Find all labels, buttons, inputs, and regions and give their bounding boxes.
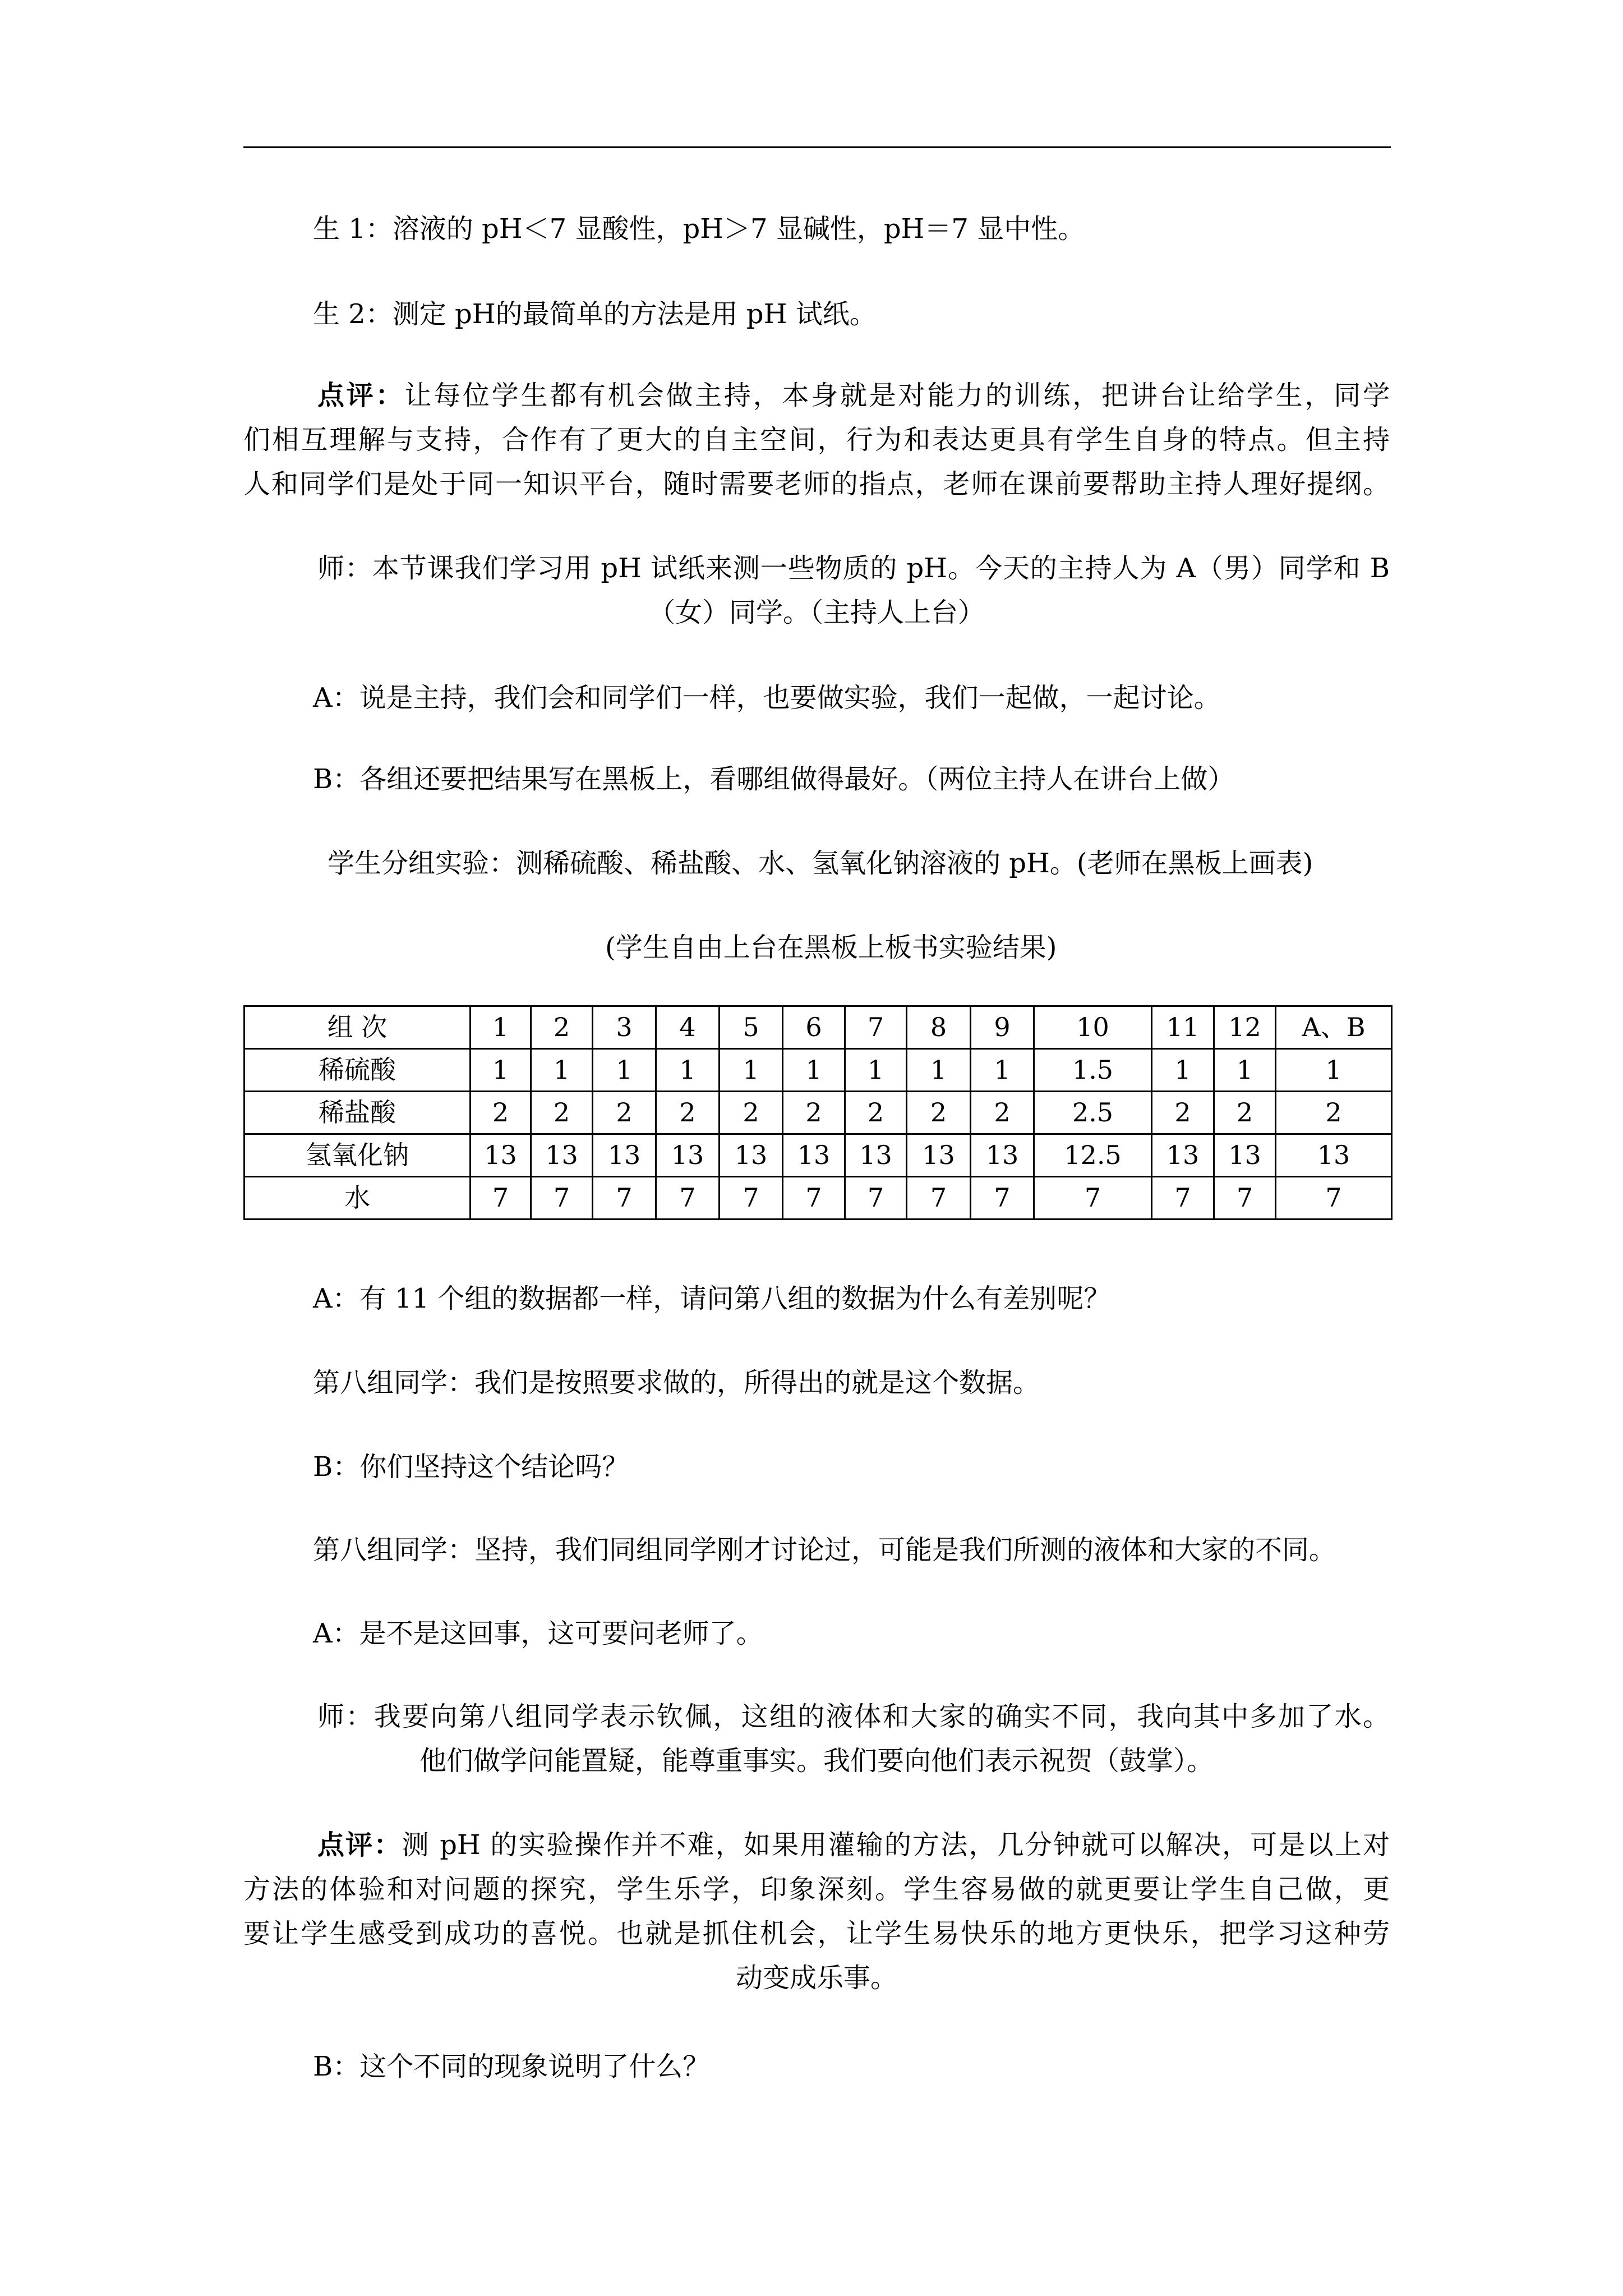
teacher-intro-line-2: （女）同学。（主持人上台） xyxy=(648,597,985,628)
comment-2-line-4: 动变成乐事。 xyxy=(735,1962,897,1994)
table-cell: 7 xyxy=(907,1177,971,1220)
table-cell: 13 xyxy=(1276,1134,1392,1177)
table-cell: 1.5 xyxy=(1034,1049,1152,1092)
column-header: 12 xyxy=(1214,1006,1276,1049)
table-cell: 1 xyxy=(531,1049,593,1092)
student-2-answer: 生 2：测定 pH的最简单的方法是用 pH 试纸。 xyxy=(313,298,877,330)
table-cell: 7 xyxy=(720,1177,783,1220)
table-header-row xyxy=(245,1006,1392,1049)
results-table-body xyxy=(245,1006,1392,1220)
table-cell: 13 xyxy=(656,1134,720,1177)
host-b-question: B：你们坚持这个结论吗？ xyxy=(313,1451,629,1483)
table-cell: 2 xyxy=(1152,1092,1214,1134)
column-header: 6 xyxy=(783,1006,845,1049)
table-cell: 13 xyxy=(531,1134,593,1177)
column-header: 1 xyxy=(471,1006,531,1049)
table-cell: 2 xyxy=(1276,1092,1392,1134)
row-label: 稀盐酸 xyxy=(245,1092,471,1134)
header-rule xyxy=(243,146,1391,148)
column-header-group: 组 次 xyxy=(245,1006,471,1049)
comment-2-line-2: 方法的体验和对问题的探究，学生乐学，印象深刻。学生容易做的就更要让学生自己做，更 xyxy=(243,1874,1390,1905)
table-cell: 2 xyxy=(531,1092,593,1134)
table-cell: 13 xyxy=(971,1134,1034,1177)
row-label: 氢氧化钠 xyxy=(245,1134,471,1177)
student-1-answer: 生 1：溶液的 pH＜7 显酸性，pH＞7 显碱性，pH＝7 显中性。 xyxy=(313,213,1085,245)
column-header: 4 xyxy=(656,1006,720,1049)
group-8-reply-2: 第八组同学：坚持，我们同组同学刚才讨论过，可能是我们所测的液体和大家的不同。 xyxy=(313,1534,1336,1566)
table-cell: 7 xyxy=(845,1177,907,1220)
column-header: 7 xyxy=(845,1006,907,1049)
host-a-remark-2: A：是不是这回事，这可要问老师了。 xyxy=(313,1618,763,1649)
table-cell: 2 xyxy=(907,1092,971,1134)
table-cell: 13 xyxy=(720,1134,783,1177)
comment-1-line-3: 人和同学们是处于同一知识平台，随时需要老师的指点，老师在课前要帮助主持人理好提纲。 xyxy=(243,468,1390,500)
table-cell: 13 xyxy=(1214,1134,1276,1177)
table-row xyxy=(245,1092,1392,1134)
column-header: 3 xyxy=(593,1006,656,1049)
comment-1-line-2: 们相互理解与支持，合作有了更大的自主空间，行为和表达更具有学生自身的特点。但主持 xyxy=(243,424,1390,455)
column-header: 10 xyxy=(1034,1006,1152,1049)
table-cell: 13 xyxy=(593,1134,656,1177)
column-header: A、B xyxy=(1276,1006,1392,1049)
results-table xyxy=(243,1005,1393,1220)
table-cell: 7 xyxy=(971,1177,1034,1220)
table-cell: 1 xyxy=(845,1049,907,1092)
table-cell: 2 xyxy=(471,1092,531,1134)
experiment-instruction: 学生分组实验：测稀硫酸、稀盐酸、水、氢氧化钠溶液的 pH。(老师在黑板上画表) xyxy=(328,848,1313,879)
table-cell: 7 xyxy=(531,1177,593,1220)
comment-2-line-1 xyxy=(317,1823,1390,1867)
table-cell: 13 xyxy=(845,1134,907,1177)
table-cell: 7 xyxy=(1214,1177,1276,1220)
table-cell: 7 xyxy=(471,1177,531,1220)
table-cell: 2.5 xyxy=(1034,1092,1152,1134)
table-cell: 1 xyxy=(971,1049,1034,1092)
table-cell: 2 xyxy=(845,1092,907,1134)
table-cell: 13 xyxy=(783,1134,845,1177)
table-cell: 2 xyxy=(971,1092,1034,1134)
table-cell: 7 xyxy=(783,1177,845,1220)
host-a-question: A：有 11 个组的数据都一样，请问第八组的数据为什么有差别呢？ xyxy=(313,1283,1111,1314)
table-cell: 1 xyxy=(1276,1049,1392,1092)
table-cell: 2 xyxy=(720,1092,783,1134)
table-cell: 13 xyxy=(907,1134,971,1177)
teacher-intro-line-1: 师：本节课我们学习用 pH 试纸来测一些物质的 pH。今天的主持人为 A（男）同学和 B xyxy=(317,553,1390,584)
comment-1-line-1 xyxy=(317,374,1390,418)
column-header: 5 xyxy=(720,1006,783,1049)
teacher-response-line-1: 师：我要向第八组同学表示钦佩，这组的液体和大家的确实不同，我向其中多加了水。 xyxy=(317,1701,1390,1732)
table-cell: 7 xyxy=(1276,1177,1392,1220)
comment-2-line-3: 要让学生感受到成功的喜悦。也就是抓住机会，让学生易快乐的地方更快乐，把学习这种劳 xyxy=(243,1918,1390,1949)
table-cell: 2 xyxy=(656,1092,720,1134)
comment-text: 让每位学生都有机会做主持，本身就是对能力的训练，把讲台让给学生，同学 xyxy=(404,380,1390,411)
column-header: 11 xyxy=(1152,1006,1214,1049)
column-header: 8 xyxy=(907,1006,971,1049)
table-cell: 7 xyxy=(1034,1177,1152,1220)
row-label: 水 xyxy=(245,1177,471,1220)
column-header: 9 xyxy=(971,1006,1034,1049)
table-cell: 1 xyxy=(1214,1049,1276,1092)
comment-label: 点评： xyxy=(317,380,405,411)
table-row xyxy=(245,1134,1392,1177)
table-cell: 1 xyxy=(720,1049,783,1092)
experiment-note: (学生自由上台在黑板上板书实验结果) xyxy=(605,932,1057,963)
column-header: 2 xyxy=(531,1006,593,1049)
table-cell: 7 xyxy=(1152,1177,1214,1220)
table-cell: 1 xyxy=(593,1049,656,1092)
table-cell: 1 xyxy=(471,1049,531,1092)
host-b-remark: B：各组还要把结果写在黑板上，看哪组做得最好。（两位主持人在讲台上做） xyxy=(313,763,1235,795)
table-row xyxy=(245,1049,1392,1092)
comment-label: 点评： xyxy=(317,1829,402,1861)
table-cell: 13 xyxy=(1152,1134,1214,1177)
table-cell: 2 xyxy=(783,1092,845,1134)
teacher-response-line-2: 他们做学问能置疑，能尊重事实。我们要向他们表示祝贺（鼓掌）。 xyxy=(419,1745,1214,1777)
table-cell: 7 xyxy=(656,1177,720,1220)
comment-text: 测 pH 的实验操作并不难，如果用灌输的方法，几分钟就可以解决，可是以上对 xyxy=(402,1829,1390,1861)
group-8-reply-1: 第八组同学：我们是按照要求做的，所得出的就是这个数据。 xyxy=(313,1367,1040,1398)
table-cell: 12.5 xyxy=(1034,1134,1152,1177)
host-a-remark: A：说是主持，我们会和同学们一样，也要做实验，我们一起做，一起讨论。 xyxy=(313,682,1221,714)
row-label: 稀硫酸 xyxy=(245,1049,471,1092)
table-cell: 1 xyxy=(783,1049,845,1092)
table-cell: 7 xyxy=(593,1177,656,1220)
table-cell: 2 xyxy=(1214,1092,1276,1134)
table-cell: 2 xyxy=(593,1092,656,1134)
host-b-closing-question: B：这个不同的现象说明了什么？ xyxy=(313,2051,710,2082)
table-row xyxy=(245,1177,1392,1220)
table-cell: 1 xyxy=(656,1049,720,1092)
table-cell: 1 xyxy=(1152,1049,1214,1092)
table-cell: 1 xyxy=(907,1049,971,1092)
table-cell: 13 xyxy=(471,1134,531,1177)
